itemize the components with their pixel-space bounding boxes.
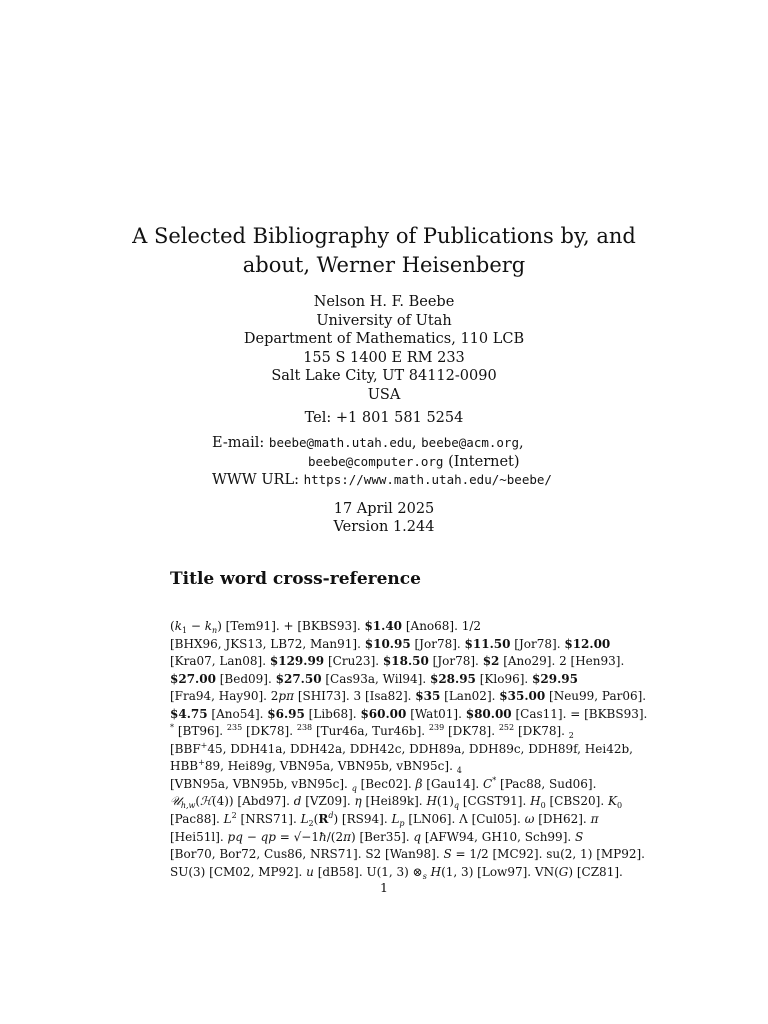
- document-title: [100, 222, 668, 280]
- document-version: Version 1.244: [333, 518, 435, 535]
- author-address: [100, 293, 668, 404]
- email-link-1[interactable]: beebe@math.utah.edu: [268, 435, 412, 450]
- email-label: E-mail:: [212, 435, 269, 451]
- email-row: E-mail: beebe@math.utah.edu, beebe@acm.org,: [212, 435, 524, 451]
- xref-line: [Fra94, Hay90]. 2pπ [SHI73]. 3 [Isa82]. $35 [Lan02]. $35.00 [Neu99, Par06].: [170, 689, 647, 704]
- email-link-2[interactable]: beebe@acm.org: [421, 435, 519, 450]
- section-heading: Title word cross-reference: [170, 569, 421, 589]
- title-line-1: A Selected Bibliography of Publications by, and: [132, 224, 636, 248]
- xref-line: * [BT96]. $^{235}$ [DK78]. $^{238}$ [Tur46a, Tur46b]. $^{239}$ [DK78]. $^{252}$ [DK78]. $_2$: [170, 723, 574, 741]
- xref-line: $27.00 [Bed09]. $27.50 [Cas93a, Wil94]. $28.95 [Klo96]. $29.95: [170, 671, 578, 686]
- xref-line: HBB+89, Hei89g, VBN95a, VBN95b, vBN95c]. $_4$: [170, 758, 462, 776]
- date-version: [100, 501, 668, 536]
- cross-reference-text: [170, 618, 648, 881]
- author-city: Salt Lake City, UT 84112-0090: [271, 368, 497, 384]
- title-line-2: about, Werner Heisenberg: [242, 253, 526, 277]
- page-number: 1: [380, 880, 388, 895]
- xref-line: [BHX96, JKS13, LB72, Man91]. $10.95 [Jor78]. $11.50 [Jor78]. $12.00: [170, 636, 611, 651]
- xref-line: SU(3) [CM02, MP92]. u [dB58]. U(1, 3) $\otimes_s$ H(1, 3) [Low97]. VN(G) [CZ81].: [170, 864, 623, 881]
- xref-line: $(k_1 - k_n) [Tem91]$. + [BKBS93]. $1.40 [Ano68]. 1/2: [170, 619, 482, 635]
- author-country: USA: [367, 386, 401, 403]
- xref-line: [VBN95a, VBN95b, vBN95c]. $_q$ [Bec02]. β [Gau14]. C* [Pac88, Sud06].: [170, 775, 597, 793]
- www-row: [212, 471, 552, 490]
- xref-line: $4.75 [Ano54]. $6.95 [Lib68]. $60.00 [Wat01]. $80.00 [Cas11]. = [BKBS93].: [170, 706, 648, 721]
- www-link[interactable]: https://www.math.utah.edu/~beebe/: [303, 472, 552, 487]
- author-street: 155 S 1400 E RM 233: [303, 349, 465, 366]
- xref-line: [Bor70, Bor72, Cus86, NRS71]. S2 [Wan98]. S = 1/2 [MC92]. su(2, 1) [MP92].: [170, 847, 645, 862]
- xref-line: [Kra07, Lan08]. $129.99 [Cru23]. $18.50 [Jor78]. $2 [Ano29]. 2 [Hen93].: [170, 654, 625, 669]
- author-name: Nelson H. F. Beebe: [313, 294, 455, 310]
- xref-line: [Hei51l]. pq − qp = √−1ħ/(2π) [Ber35]. q [AFW94, GH10, Sch99]. S: [170, 829, 584, 844]
- xref-line: [Pac88]. $L^2$ [NRS71]. $L_2(R^d)$ [RS94]. $L_p$ [LN06]. Λ [Cul05]. ω [DH62]. π: [170, 811, 599, 829]
- email-suffix: (Internet): [443, 453, 520, 470]
- telephone: Tel: +1 801 581 5254: [304, 410, 464, 426]
- author-institution: University of Utah: [316, 312, 452, 329]
- author-department: Department of Mathematics, 110 LCB: [243, 331, 525, 347]
- email-link-3[interactable]: beebe@computer.org: [308, 453, 444, 469]
- xref-line: 𝒰$_{h,w}$(ℋ(4)) [Abd97]. d [VZ09]. η [Hei89k]. $H(1)_q$ [CGST91]. $H_0$ [CBS20]. $K_0$: [170, 794, 623, 811]
- document-date: 17 April 2025: [333, 501, 435, 517]
- www-label: WWW URL:: [212, 472, 304, 488]
- xref-line: [BBF+45, DDH41a, DDH42a, DDH42c, DDH89a, DDH89c, DDH89f, Hei42b,: [170, 740, 633, 756]
- contact-block: [212, 434, 552, 490]
- email-row-2: [212, 453, 552, 472]
